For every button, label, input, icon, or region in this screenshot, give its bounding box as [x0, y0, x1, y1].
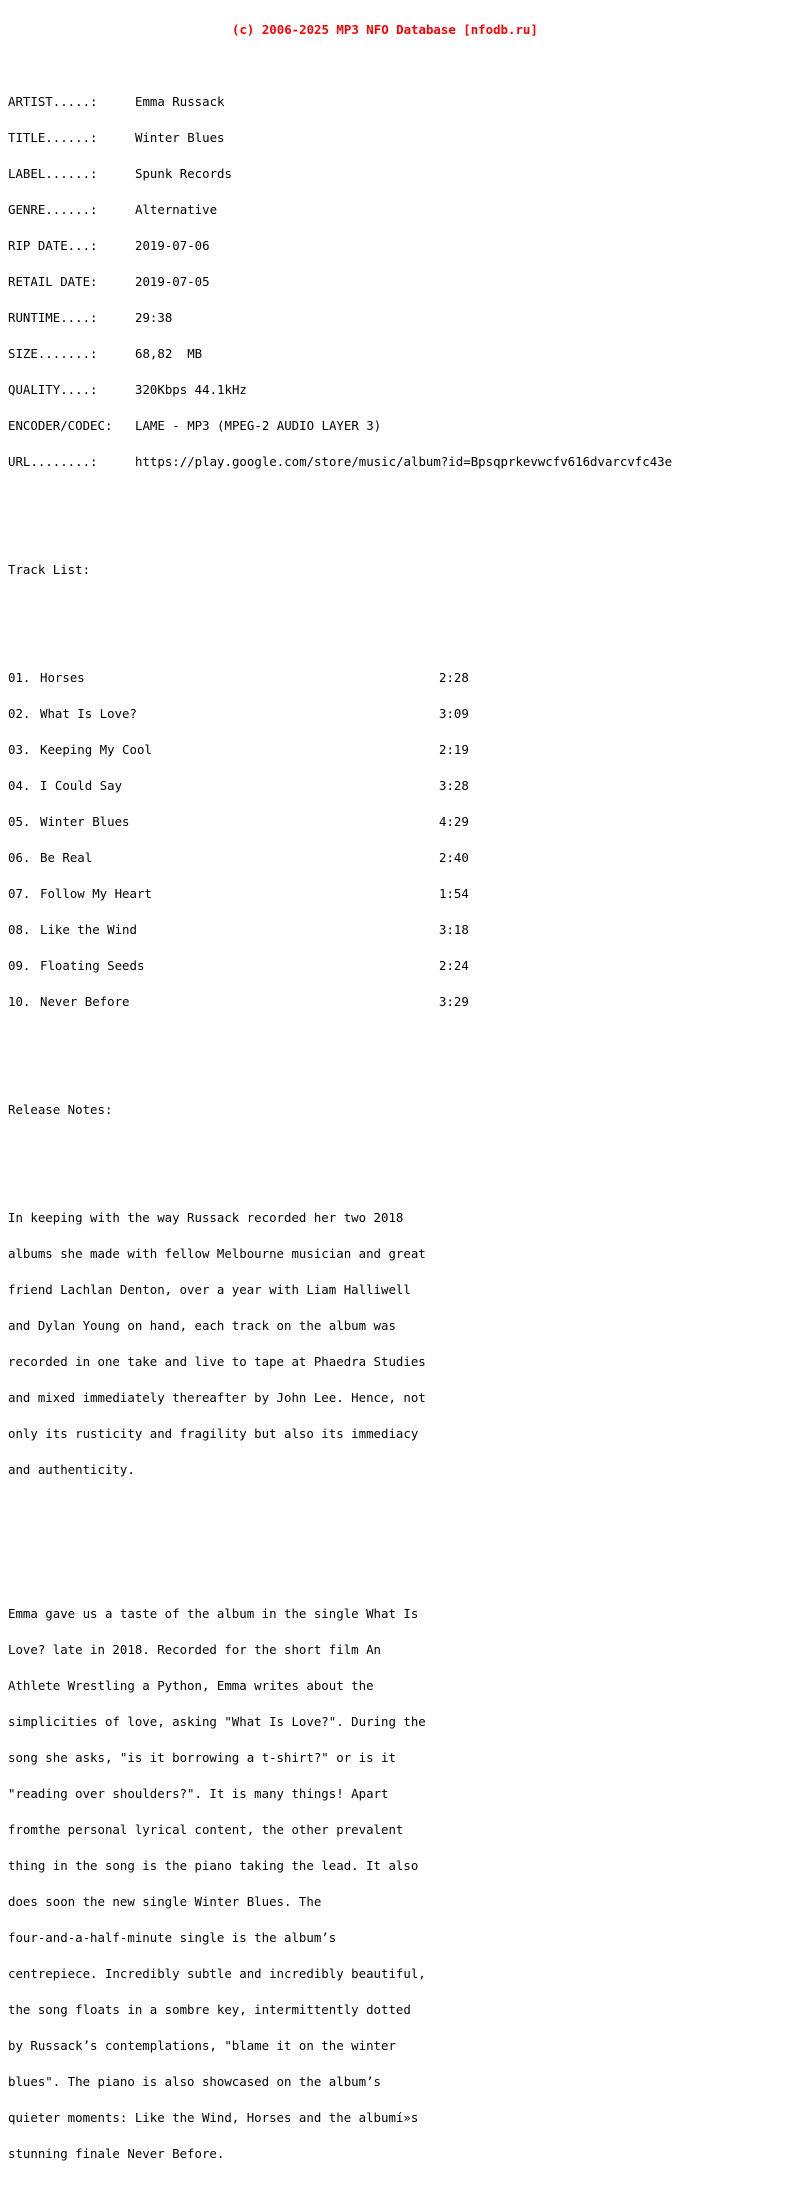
field-value: LAME - MP3 (MPEG-2 AUDIO LAYER 3): [135, 418, 382, 433]
release-notes-paragraph-2: [8, 1584, 788, 2184]
track-title: Follow My Heart: [40, 886, 152, 901]
notes-line: Love? late in 2018. Recorded for the short film An: [8, 1642, 381, 1657]
notes-line: only its rusticity and fragility but also its immediacy: [8, 1426, 419, 1441]
track-number: 03.: [8, 742, 31, 757]
field-genre: [8, 204, 788, 216]
field-label: RIP DATE...:: [8, 238, 98, 253]
field-rip-date: [8, 240, 788, 252]
notes-line: Emma gave us a taste of the album in the single What Is: [8, 1606, 419, 1621]
track-title: Never Before: [40, 994, 130, 1009]
release-info: [8, 72, 788, 492]
field-value: Alternative: [135, 202, 218, 217]
field-value: Spunk Records: [135, 166, 232, 181]
field-title: [8, 132, 788, 144]
nfo-document: [8, 0, 788, 2196]
notes-line: song she asks, "is it borrowing a t-shirt?" or is it: [8, 1750, 396, 1765]
site-header: (c) 2006-2025 MP3 NFO Database [nfodb.ru]: [232, 22, 538, 37]
track-number: 10.: [8, 994, 31, 1009]
track-time: 3:28: [439, 778, 469, 793]
notes-line: the song floats in a sombre key, intermittently dotted: [8, 2002, 411, 2017]
notes-line: recorded in one take and live to tape at Phaedra Studies: [8, 1354, 426, 1369]
field-retail-date: [8, 276, 788, 288]
track-time: 3:29: [439, 994, 469, 1009]
track-number: 06.: [8, 850, 31, 865]
track-row: [8, 816, 788, 828]
track-row: [8, 708, 788, 720]
track-time: 2:19: [439, 742, 469, 757]
track-number: 07.: [8, 886, 31, 901]
field-label: TITLE......:: [8, 130, 98, 145]
notes-line: blues". The piano is also showcased on the album’s: [8, 2074, 381, 2089]
url-link[interactable]: https://play.google.com/store/music/album?id=Bpsqprkevwcfv616dvarcvfc43e: [135, 454, 673, 469]
notes-line: thing in the song is the piano taking the lead. It also: [8, 1858, 419, 1873]
track-title: What Is Love?: [40, 706, 137, 721]
notes-line: centrepiece. Incredibly subtle and incredibly beautiful,: [8, 1966, 426, 1981]
track-time: 3:18: [439, 922, 469, 937]
release-notes-paragraph-1: [8, 1188, 788, 1500]
field-value: 320Kbps 44.1kHz: [135, 382, 247, 397]
field-label: GENRE......:: [8, 202, 98, 217]
track-title: I Could Say: [40, 778, 123, 793]
track-title: Be Real: [40, 850, 93, 865]
field-label: ARTIST.....:: [8, 94, 98, 109]
track-time: 4:29: [439, 814, 469, 829]
field-label: LABEL......:: [8, 166, 98, 181]
track-number: 08.: [8, 922, 31, 937]
field-value: 2019-07-06: [135, 238, 210, 253]
notes-line: stunning finale Never Before.: [8, 2146, 225, 2161]
notes-line: In keeping with the way Russack recorded her two 2018: [8, 1210, 404, 1225]
track-title: Horses: [40, 670, 85, 685]
track-time: 1:54: [439, 886, 469, 901]
field-label: QUALITY....:: [8, 382, 98, 397]
notes-line: "reading over shoulders?". It is many things! Apart: [8, 1786, 389, 1801]
tracklist-heading: Track List:: [8, 562, 91, 577]
field-label: RETAIL DATE:: [8, 274, 98, 289]
notes-line: and Dylan Young on hand, each track on the album was: [8, 1318, 396, 1333]
spacer: [8, 1140, 788, 1152]
notes-line: four-and-a-half-minute single is the album’s: [8, 1930, 337, 1945]
track-number: 09.: [8, 958, 31, 973]
notes-line: fromthe personal lyrical content, the other prevalent: [8, 1822, 404, 1837]
track-number: 05.: [8, 814, 31, 829]
field-runtime: [8, 312, 788, 324]
field-value: Winter Blues: [135, 130, 225, 145]
track-row: [8, 744, 788, 756]
spacer: [8, 600, 788, 612]
track-row: [8, 924, 788, 936]
track-time: 2:40: [439, 850, 469, 865]
track-number: 02.: [8, 706, 31, 721]
track-time: 2:24: [439, 958, 469, 973]
track-title: Winter Blues: [40, 814, 130, 829]
field-label: SIZE.......:: [8, 346, 98, 361]
field-quality: [8, 384, 788, 396]
field-value: 2019-07-05: [135, 274, 210, 289]
spacer: [8, 1536, 788, 1548]
field-label-name: [8, 168, 788, 180]
track-time: 2:28: [439, 670, 469, 685]
field-url: [8, 456, 788, 468]
track-row: [8, 996, 788, 1008]
notes-line: simplicities of love, asking "What Is Love?". During the: [8, 1714, 426, 1729]
field-label: ENCODER/CODEC:: [8, 418, 113, 433]
track-row: [8, 672, 788, 684]
track-title: Like the Wind: [40, 922, 137, 937]
notes-line: Athlete Wrestling a Python, Emma writes about the: [8, 1678, 374, 1693]
notes-heading: Release Notes:: [8, 1102, 113, 1117]
track-title: Floating Seeds: [40, 958, 145, 973]
field-value: Emma Russack: [135, 94, 225, 109]
notes-line: by Russack’s contemplations, "blame it on the winter: [8, 2038, 396, 2053]
field-size: [8, 348, 788, 360]
field-encoder: [8, 420, 788, 432]
field-label: RUNTIME....:: [8, 310, 98, 325]
notes-line: friend Lachlan Denton, over a year with Liam Halliwell: [8, 1282, 411, 1297]
spacer: [8, 1068, 788, 1080]
track-row: [8, 960, 788, 972]
field-artist: [8, 96, 788, 108]
track-time: 3:09: [439, 706, 469, 721]
notes-line: and authenticity.: [8, 1462, 135, 1477]
notes-line: quieter moments: Like the Wind, Horses and the albumí»s: [8, 2110, 419, 2125]
notes-line: does soon the new single Winter Blues. The: [8, 1894, 322, 1909]
track-list: [8, 648, 788, 1032]
field-label: URL........:: [8, 454, 98, 469]
notes-line: albums she made with fellow Melbourne musician and great: [8, 1246, 426, 1261]
track-row: [8, 852, 788, 864]
field-value: 29:38: [135, 310, 173, 325]
track-number: 04.: [8, 778, 31, 793]
track-row: [8, 888, 788, 900]
spacer: [8, 528, 788, 540]
track-number: 01.: [8, 670, 31, 685]
field-value: 68,82 MB: [135, 346, 203, 361]
track-row: [8, 780, 788, 792]
track-title: Keeping My Cool: [40, 742, 152, 757]
notes-line: and mixed immediately thereafter by John Lee. Hence, not: [8, 1390, 426, 1405]
